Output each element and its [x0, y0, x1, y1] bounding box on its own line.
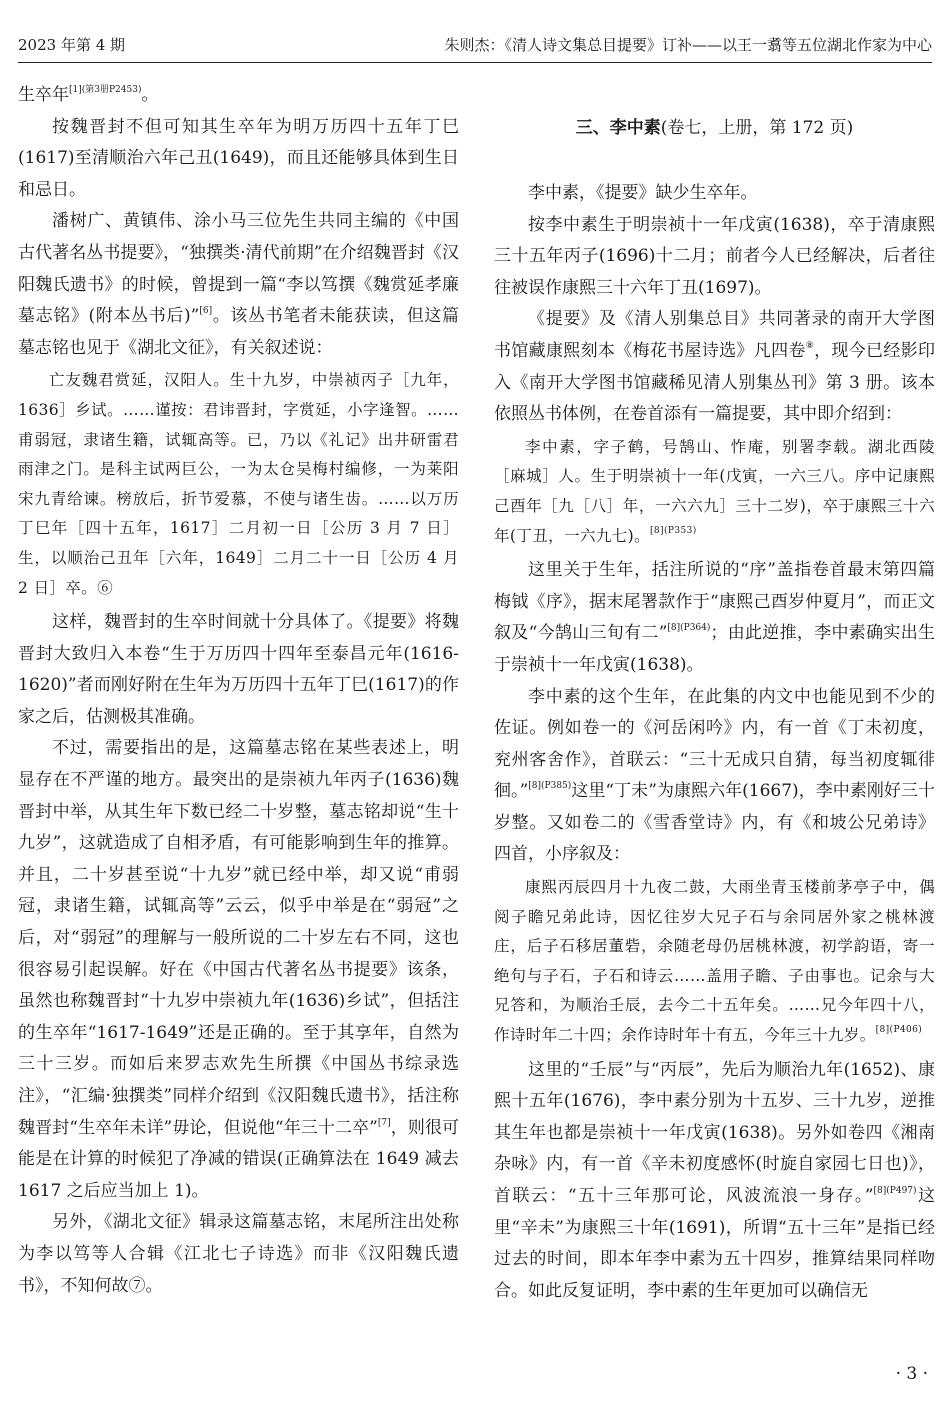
paragraph-r1: 李中素，《提要》缺少生卒年。: [528, 183, 758, 203]
citation: [8](P406): [875, 1025, 923, 1036]
paragraph-r4: 这里关于生年，括注所说的“序”盖指卷首最末第四篇梅钺《序》，据末尾署款作于“康熙己酉岁仲夏月”，而正文叙及“今鹄山三旬有二”$^{[8](P364)}$；由此逆推，李中素确实出生于崇祯十一年戊寅(1638)。: [494, 560, 936, 675]
citation: [8](P364): [667, 623, 711, 634]
right-column: [494, 116, 935, 1307]
paragraph-r3: 《提要》及《清人别集总目》共同著录的南开大学图书馆藏康熙刻本《梅花书屋诗选》凡四卷⑧，现今已经影印入《南开大学图书馆藏稀见清人别集丛刊》第 3 册。该本依照丛书体例，在卷首添有一篇提要，其中即介绍到：: [494, 309, 935, 425]
article-title: 朱则杰：《清人诗文集总目提要》订补——以王一翥等五位湖北作家为中心: [444, 36, 932, 54]
endnote-marker: ⑧: [805, 340, 815, 351]
running-header: [18, 34, 932, 63]
endnote-marker: ⑥: [97, 578, 114, 597]
section-heading: 三、李中素(卷七，上册，第 172 页): [575, 118, 854, 138]
left-column: [18, 80, 459, 1302]
citation: [7]: [377, 1117, 391, 1128]
paragraph-3: 潘树广、黄镇伟、涂小马三位先生共同主编的《中国古代著名丛书提要》，“独撰类·清代前期”在介绍魏晋封《汉阳魏氏遗书》的时候，曾提到一篇“李以笃撰《魏赏延孝廉墓志铭》(附本丛书后)”[6]。该丛书笔者未能获读，但这篇墓志铭也见于《湖北文征》，有关叙述说：: [18, 211, 459, 358]
citation: [8](P497): [873, 1186, 917, 1196]
citation: [6]: [199, 306, 213, 317]
paragraph-2: 按魏晋封不但可知其生卒年为明万历四十五年丁巳(1617)至清顺治六年己丑(1649)，而且还能够具体到生日和忌日。: [18, 116, 459, 200]
endnote-marker: ⑦: [128, 1275, 146, 1296]
page-number: · 3 ·: [895, 1364, 928, 1384]
paragraph-r2: 按李中素生于明崇祯十一年戊寅(1638)，卒于清康熙三十五年丙子(1696)十二月；前者今人已经解决，后者往往被误作康熙三十六年丁丑(1697)。: [494, 214, 935, 298]
paragraph-6: 另外，《湖北文征》辑录这篇墓志铭，末尾所注出处称为李以笃等人合辑《江北七子诗选》而非《汉阳魏氏遗书》，不知何故⑦。: [18, 1212, 459, 1296]
block-quote-1: 亡友魏君赏延，汉阳人。生十九岁，中崇祯丙子［九年，1636］乡试。……谨按：君讳晋封，字赏延，小字逢智。……甫弱冠，隶诸生籍，试辄高等。已，乃以《礼记》出井研雷君雨津之门。是科主试两巨公，一为太仓吴梅村编修，一为莱阳宋九青给谏。榜放后，折节爱慕，不使与诸生齿。……以万历丁巳年［四十五年，1617］二月初一日［公历 3 月 7 日］生，以顺治己丑年［六年，1649］二月二十一日［公历 4 月 2 日］卒。⑥: [18, 371, 459, 597]
block-quote-3: 康熙丙辰四月十九夜二鼓，大雨坐青玉楼前茅亭子中，偶阅子瞻兄弟此诗，因忆往岁大兄子石与余同居外家之桃林渡庄，后子石移居董砦，余随老母仍居桃林渡，初学韵语，寄一绝句与子石，子石和诗云……盖用子瞻、子由事也。记余与大兄答和，为顺治壬辰，去今二十五年矣。……兄今年四十八，作诗时年二十四；余作诗时年十有五，今年三十九岁。$^{[8](P406)}$: [494, 878, 935, 1045]
block-quote-2: 李中素，字子鹤，号鹄山、怍庵，别署李载。湖北西陵［麻城］人。生于明崇祯十一年(戊寅，一六三八。序中记康熙己酉年［九［八］年，一六六九］三十二岁)，卒于康熙三十六年(丁丑，一六九七)。$^{[8](P353)}$: [494, 437, 935, 545]
citation: [8](P385): [528, 781, 572, 792]
paragraph-1: 生卒年$^{[1](第3册P2453)}$。: [18, 85, 159, 105]
journal-issue: 2023 年第 4 期: [18, 36, 126, 54]
paragraph-r5: 李中素的这个生年，在此集的内文中也能见到不少的佐证。例如卷一的《河岳闲吟》内，有一首《丁未初度，兖州客舍作》，首联云：“三十无成只自猜，每当初度辄徘徊。”$^{[8](P385)}$这里“丁未”为康熙六年(1667)，李中素刚好三十岁整。又如卷二的《雪香堂诗》内，有《和坡公兄弟诗》四首，小序叙及：: [494, 686, 935, 865]
paragraph-5: 不过，需要指出的是，这篇墓志铭在某些表述上，明显存在不严谨的地方。最突出的是崇祯九年丙子(1636)魏晋封中举，从其生年下数已经二十岁整，墓志铭却说“生十九岁”，这就造成了自相矛盾，有可能影响到生年的推算。并且，二十岁甚至说“十九岁”就已经中举，却又说“甫弱冠，隶诸生籍，试辄高等”云云，似乎中举是在“弱冠”之后，对“弱冠”的理解与一般所说的二十岁左右不同，这也很容易引起误解。好在《中国古代著名丛书提要》该条，虽然也称魏晋封“十九岁中崇祯九年(1636)乡试”，但括注的生卒年“1617-1649”还是正确的。至于其享年，自然为三十三岁。而如后来罗志欢先生所撰《中国丛书综录选注》，“汇编·独撰类”同样介绍到《汉阳魏氏遗书》，括注称魏晋封“生卒年未详”毋论，但说他“年三十二卒”[7]，则很可能是在计算的时候犯了净减的错误(正确算法在 1649 减去 1617 之后应当加上 1)。: [18, 738, 460, 1201]
paragraph-r6: 这里的“壬辰”与“丙辰”，先后为顺治九年(1652)、康熙十五年(1676)，李中素分别为十五岁、三十九岁，逆推其生年也都是崇祯十一年戊寅(1638)。另外如卷四《湘南杂咏》内，有一首《辛未初度感怀(时旋自家园七日也)》，首联云：“五十三年那可论，风波流浪一身存。”$^{[8](P497)}$这里“辛未”为康熙三十年(1691)，所谓“五十三年”是指已经过去的时间，即本年李中素为五十四岁，推算结果同样吻合。如此反复证明，李中素的生年更加可以确信无: [494, 1059, 936, 1301]
paragraph-4: 这样，魏晋封的生卒时间就十分具体了。《提要》将魏晋封大致归入本卷“生于万历四十四年至泰昌元年(1616-1620)”者而刚好附在生年为万历四十五年丁巳(1617)的作家之后，估测极其准确。: [18, 612, 459, 727]
citation: [1](第3册P2453): [69, 85, 142, 95]
citation: [8](P353): [650, 525, 697, 536]
